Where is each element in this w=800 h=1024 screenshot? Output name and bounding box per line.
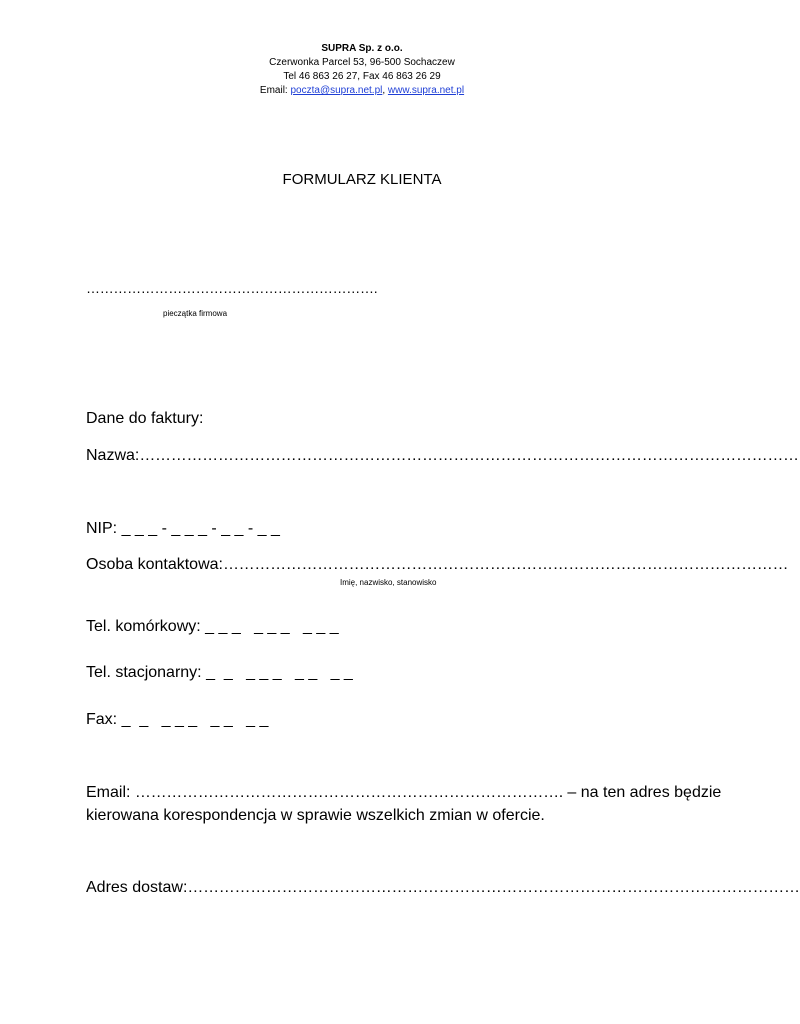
- email-label: Email:: [259, 85, 291, 96]
- email-field[interactable]: [86, 783, 721, 803]
- company-address: Czerwonka Parcel 53, 96-500 Sochaczew: [269, 57, 455, 68]
- mobile-label: Tel. komórkowy:: [86, 618, 201, 635]
- nip-label: NIP:: [86, 520, 118, 537]
- landline-field[interactable]: [86, 663, 353, 683]
- company-contact-line: [0, 84, 724, 98]
- contact-field[interactable]: [86, 555, 788, 575]
- stamp-caption: pieczątka firmowa: [163, 309, 228, 318]
- separator: ,: [382, 85, 388, 96]
- email-note-1: – na ten adres będzie: [567, 784, 722, 801]
- fax-blanks: _ _ _ _ _ _ _ _ _: [121, 711, 269, 728]
- email-link[interactable]: poczta@supra.net.pl: [290, 85, 383, 96]
- nip-blanks: _ _ _ - _ _ _ - _ _ - _ _: [121, 520, 280, 537]
- company-name: SUPRA Sp. z o.o.: [321, 43, 403, 54]
- mobile-blanks: _ _ _ _ _ _ _ _ _: [205, 618, 339, 635]
- form-title: FORMULARZ KLIENTA: [282, 171, 442, 188]
- email-note-2: kierowana korespondencja w sprawie wszelkich zmian w ofercie.: [86, 807, 545, 824]
- delivery-field[interactable]: [86, 878, 800, 898]
- stamp-line: ……………………………………………………….: [86, 280, 378, 296]
- contact-caption: Imię, nazwisko, stanowisko: [340, 578, 437, 587]
- website-link[interactable]: www.supra.net.pl: [387, 85, 465, 96]
- contact-line: ………………………………………………………………………………………………: [222, 556, 789, 573]
- invoice-heading: Dane do faktury:: [86, 410, 204, 427]
- fax-field[interactable]: [86, 710, 268, 730]
- name-label: Nazwa:: [86, 447, 140, 464]
- name-line: ………………………………………………………………………………………………………………: [139, 447, 799, 464]
- contact-label: Osoba kontaktowa:: [86, 556, 223, 573]
- landline-label: Tel. stacjonarny:: [86, 664, 202, 681]
- delivery-line: ………………………………………………………………………………………………………: [187, 879, 800, 896]
- name-field[interactable]: [86, 446, 799, 466]
- email-field-line: ……………………………………………………………………….: [134, 784, 563, 801]
- email-field-label: Email:: [86, 784, 131, 801]
- delivery-label: Adres dostaw:: [86, 879, 188, 896]
- landline-blanks: _ _ _ _ _ _ _ _ _: [206, 664, 353, 681]
- mobile-field[interactable]: [86, 617, 339, 637]
- company-phones: Tel 46 863 26 27, Fax 46 863 26 29: [283, 71, 441, 82]
- fax-label: Fax:: [86, 711, 118, 728]
- nip-field[interactable]: [86, 519, 280, 539]
